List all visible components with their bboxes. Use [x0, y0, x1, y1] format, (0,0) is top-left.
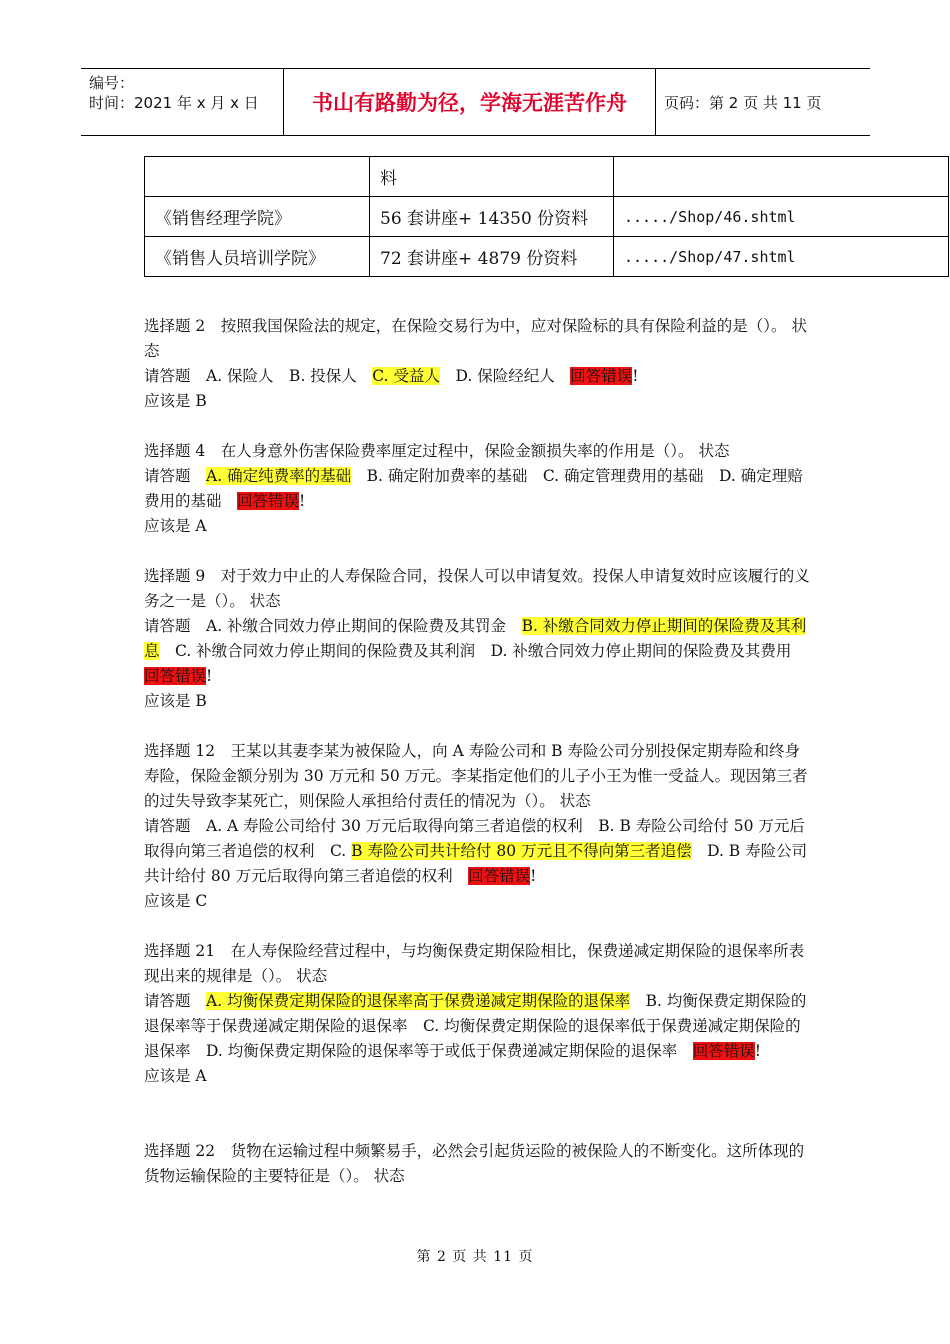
correct-answer: 应该是 A — [144, 1067, 207, 1085]
question-options — [144, 364, 810, 389]
selected-option: C. 受益人 — [372, 367, 440, 385]
question-options — [144, 464, 810, 514]
options-text: 请答题 A. A 寿险公司给付 30 万元后取得向第三者追偿的权利 B. B 寿险公司给付 50 万元后取得向第三者追偿的权利 C. — [144, 817, 805, 860]
table-cell: 《销售人员培训学院》 — [145, 237, 370, 277]
header-page-number: 页码：第 2 页 共 11 页 — [656, 69, 871, 136]
question-stem: 选择题 21 在人寿保险经营过程中，与均衡保费定期保险相比，保费递减定期保险的退保率所表现出来的规律是（）。 状态 — [144, 942, 805, 985]
header-time: 时间：2021 年 x 月 x 日 — [89, 94, 259, 112]
question-block — [144, 564, 810, 714]
exclamation: ! — [206, 667, 213, 685]
correct-answer: 应该是 B — [144, 392, 207, 410]
exclamation: ! — [530, 867, 537, 885]
header-meta-cell — [81, 69, 284, 136]
header-number: 编号： — [89, 74, 135, 92]
table-cell-link: ...../Shop/46.shtml — [614, 197, 949, 237]
course-table — [144, 156, 949, 277]
wrong-answer-badge: 回答错误 — [692, 1042, 755, 1060]
question-stem: 选择题 12 王某以其妻李某为被保险人，向 A 寿险公司和 B 寿险公司分别投保定期寿险和终身寿险，保险金额分别为 30 万元和 50 万元。李某指定他们的儿子小王为惟一受益人。现因第三者的过失导致李某死亡，则保险人承担给付责任的情况为（）。 状态 — [144, 742, 808, 810]
table-cell: 56 套讲座+ 14350 份资料 — [370, 197, 614, 237]
table-row — [145, 197, 949, 237]
correct-answer: 应该是 A — [144, 517, 207, 535]
wrong-answer-badge: 回答错误 — [570, 367, 633, 385]
question-list — [144, 314, 810, 1214]
question-block — [144, 939, 810, 1089]
table-cell: 《销售经理学院》 — [145, 197, 370, 237]
options-text: B. 均衡保费定期保险的退保率等于保费递减定期保险的退保率 C. 均衡保费定期保险的退保率低于保费递减定期保险的退保率 D. 均衡保费定期保险的退保率等于或低于保费递减定期保险的退保率 — [144, 992, 807, 1060]
selected-option: A. 均衡保费定期保险的退保率高于保费递减定期保险的退保率 — [206, 992, 631, 1010]
question-options — [144, 989, 810, 1064]
question-stem: 选择题 9 对于效力中止的人寿保险合同，投保人可以申请复效。投保人申请复效时应该履行的义务之一是（）。 状态 — [144, 567, 810, 610]
table-cell — [145, 157, 370, 197]
question-stem: 选择题 2 按照我国保险法的规定，在保险交易行为中，应对保险标的具有保险利益的是（）。 状态 — [144, 317, 807, 360]
options-text: 请答题 A. 补缴合同效力停止期间的保险费及其罚金 — [144, 617, 522, 635]
question-block — [144, 439, 810, 539]
options-text: 请答题 A. 保险人 B. 投保人 — [144, 367, 373, 385]
table-cell: 料 — [370, 157, 614, 197]
question-block — [144, 314, 810, 414]
correct-answer: 应该是 C — [144, 892, 208, 910]
page-header — [81, 68, 870, 136]
wrong-answer-badge: 回答错误 — [468, 867, 531, 885]
table-row — [145, 157, 949, 197]
question-block — [144, 739, 810, 914]
options-text: 请答题 — [144, 992, 207, 1010]
selected-option: B. 补缴合同效力停止期间的保险费及其利息 — [144, 617, 807, 660]
question-block — [144, 1139, 810, 1189]
question-options — [144, 614, 810, 689]
table-cell-link: ...../Shop/47.shtml — [614, 237, 949, 277]
question-stem: 选择题 22 货物在运输过程中频繁易手，必然会引起货运险的被保险人的不断变化。这所体现的货物运输保险的主要特征是（）。 状态 — [144, 1142, 805, 1185]
wrong-answer-badge: 回答错误 — [237, 492, 300, 510]
wrong-answer-badge: 回答错误 — [144, 667, 207, 685]
selected-option: A. 确定纯费率的基础 — [206, 467, 352, 485]
question-stem: 选择题 4 在人身意外伤害保险费率厘定过程中，保险金额损失率的作用是（）。 状态 — [144, 442, 730, 460]
options-text: C. 补缴合同效力停止期间的保险费及其利润 D. 补缴合同效力停止期间的保险费及其费用 — [159, 642, 807, 660]
table-row — [145, 237, 949, 277]
exclamation: ! — [299, 492, 306, 510]
table-cell — [614, 157, 949, 197]
question-options — [144, 814, 810, 889]
exclamation: ! — [632, 367, 639, 385]
table-cell: 72 套讲座+ 4879 份资料 — [370, 237, 614, 277]
options-text: D. B 寿险公司共计给付 80 万元后取得向第三者追偿的权利 — [144, 842, 808, 885]
options-text: 请答题 — [144, 467, 207, 485]
exclamation: ! — [754, 1042, 761, 1060]
options-text: D. 保险经纪人 — [439, 367, 571, 385]
correct-answer: 应该是 B — [144, 692, 207, 710]
page-footer: 第 2 页 共 11 页 — [416, 1249, 534, 1265]
selected-option: B 寿险公司共计给付 80 万元且不得向第三者追偿 — [351, 842, 692, 860]
header-motto: 书山有路勤为径，学海无涯苦作舟 — [284, 69, 656, 136]
options-text: B. 确定附加费率的基础 C. 确定管理费用的基础 D. 确定理赔费用的基础 — [144, 467, 803, 510]
